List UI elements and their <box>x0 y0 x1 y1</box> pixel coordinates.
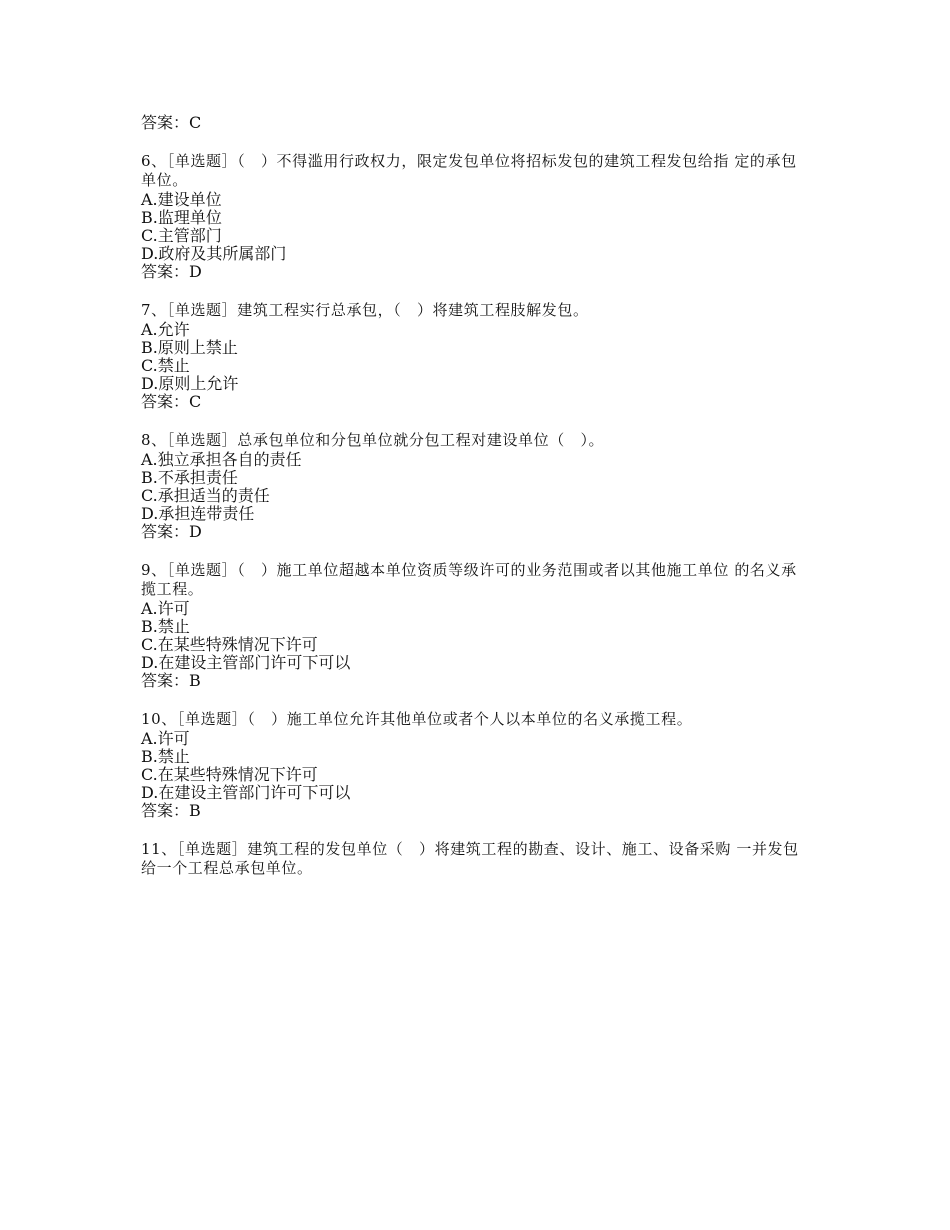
question-text: 6、［单选题］（ ）不得滥用行政权力，限定发包单位将招标发包的建筑工程发包给指 定的承包单位。 <box>141 152 797 189</box>
question-text: 8、［单选题］总承包单位和分包单位就分包工程对建设单位（ ）。 <box>141 431 605 449</box>
option-d: D.在建设主管部门许可下可以 <box>141 783 351 802</box>
option-b: B.禁止 <box>141 747 190 766</box>
question-7 <box>141 301 801 411</box>
option-a: A.允许 <box>141 320 190 339</box>
answer: 答案：C <box>141 392 202 411</box>
question-text: 7、［单选题］建筑工程实行总承包，（ ）将建筑工程肢解发包。 <box>141 301 589 319</box>
option-c: C.在某些特殊情况下许可 <box>141 765 318 784</box>
option-b: B.监理单位 <box>141 208 222 227</box>
question-8 <box>141 431 801 541</box>
option-a: A.建设单位 <box>141 190 222 209</box>
option-c: C.主管部门 <box>141 226 222 245</box>
question-text: 11、［单选题］建筑工程的发包单位（ ）将建筑工程的勘查、设计、施工、设备采购 一并发包给一个工程总承包单位。 <box>141 840 799 877</box>
option-c: C.承担适当的责任 <box>141 486 270 505</box>
option-c: C.禁止 <box>141 356 190 375</box>
option-b: B.不承担责任 <box>141 468 238 487</box>
question-11 <box>141 840 801 878</box>
option-d: D.承担连带责任 <box>141 504 255 523</box>
option-d: D.政府及其所属部门 <box>141 244 287 263</box>
option-c: C.在某些特殊情况下许可 <box>141 635 318 654</box>
answer: 答案：B <box>141 671 201 690</box>
previous-answer: 答案：C <box>141 113 202 132</box>
option-a: A.许可 <box>141 729 190 748</box>
question-9 <box>141 561 801 690</box>
option-b: B.禁止 <box>141 617 190 636</box>
answer: 答案：D <box>141 522 202 541</box>
option-a: A.许可 <box>141 599 190 618</box>
question-text: 9、［单选题］（ ）施工单位超越本单位资质等级许可的业务范围或者以其他施工单位 的名义承揽工程。 <box>141 561 797 598</box>
option-d: D.原则上允许 <box>141 374 239 393</box>
answer: 答案：D <box>141 262 202 281</box>
option-a: A.独立承担各自的责任 <box>141 450 302 469</box>
question-text: 10、［单选题］（ ）施工单位允许其他单位或者个人以本单位的名义承揽工程。 <box>141 710 693 728</box>
question-6 <box>141 152 801 281</box>
question-10 <box>141 710 801 820</box>
option-d: D.在建设主管部门许可下可以 <box>141 653 351 672</box>
answer: 答案：B <box>141 801 201 820</box>
option-b: B.原则上禁止 <box>141 338 238 357</box>
document-page <box>141 114 801 879</box>
